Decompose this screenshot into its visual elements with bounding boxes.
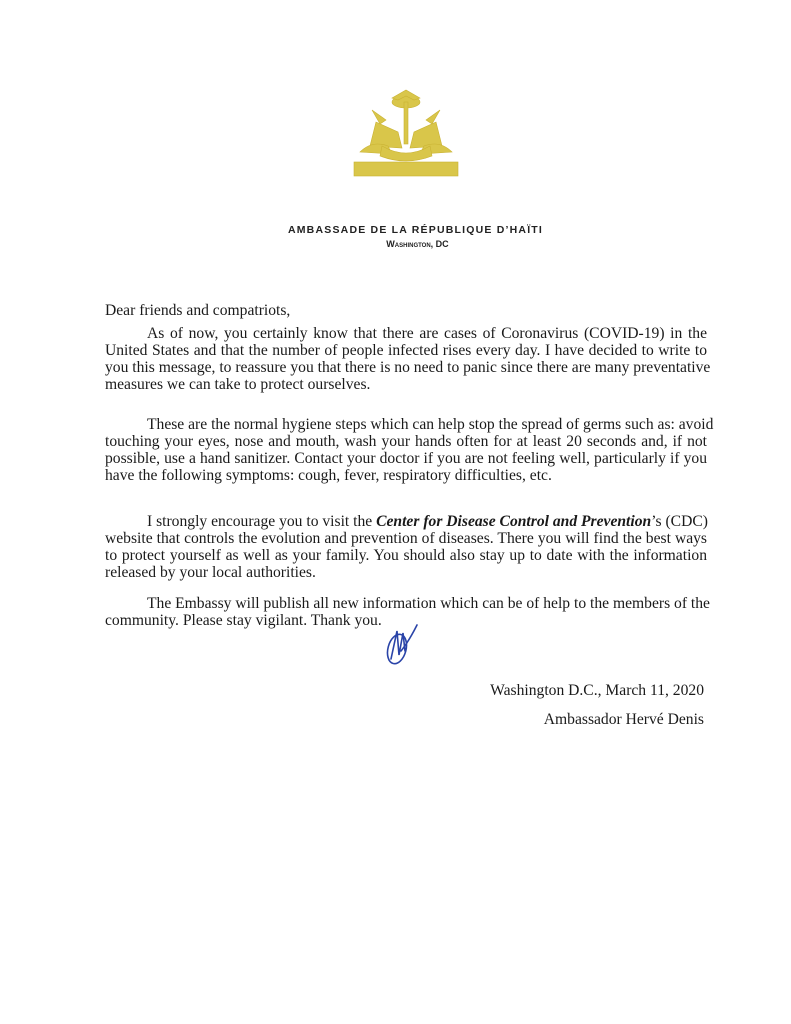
date-line: Washington D.C., March 11, 2020 <box>490 682 704 699</box>
text-line: to protect yourself as well as your family. You should also stay up to date with the information <box>105 547 707 564</box>
text-line: possible, use a hand sanitizer. Contact your doctor if you are not feeling well, particularly if you <box>105 450 707 467</box>
text-line: have the following symptoms: cough, fever, respiratory difficulties, etc. <box>105 467 552 484</box>
embassy-name: AMBASSADE DE LA RÉPUBLIQUE D’HAÏTI <box>287 224 544 236</box>
signer-name: Ambassador Hervé Denis <box>543 711 704 728</box>
text-line: community. Please stay vigilant. Thank you. <box>105 612 382 629</box>
salutation: Dear friends and compatriots, <box>105 302 291 319</box>
text-line: As of now, you certainly know that there are cases of Coronavirus (COVID-19) in the <box>147 325 707 342</box>
text-line: United States and that the number of people infected rises every day. I have decided to write to <box>105 342 707 359</box>
paragraph-1 <box>105 325 711 393</box>
text-segment: I strongly encourage you to visit the <box>147 513 377 530</box>
embassy-location: Washington, DC <box>386 239 449 249</box>
cdc-name-emphasis: Center for Disease Control and Prevention <box>376 513 652 530</box>
paragraph-3 <box>105 513 707 581</box>
text-line: measures we can take to protect ourselves. <box>105 376 371 393</box>
text-segment: ’s (CDC) <box>651 513 708 530</box>
haiti-coat-of-arms-emblem <box>352 88 460 178</box>
text-line: released by your local authorities. <box>105 564 316 581</box>
text-line: you this message, to reassure you that there is no need to panic since there are many preventative <box>105 359 711 376</box>
text-line <box>105 513 707 530</box>
text-line: touching your eyes, nose and mouth, wash your hands often for at least 20 seconds and, if not <box>105 433 707 450</box>
text-line: website that controls the evolution and prevention of diseases. There you will find the best ways <box>105 530 707 547</box>
handwritten-signature <box>383 621 419 667</box>
text-line: The Embassy will publish all new information which can be of help to the members of the <box>147 595 710 612</box>
paragraph-2 <box>105 416 714 484</box>
text-line: These are the normal hygiene steps which can help stop the spread of germs such as: avoid <box>147 416 714 433</box>
